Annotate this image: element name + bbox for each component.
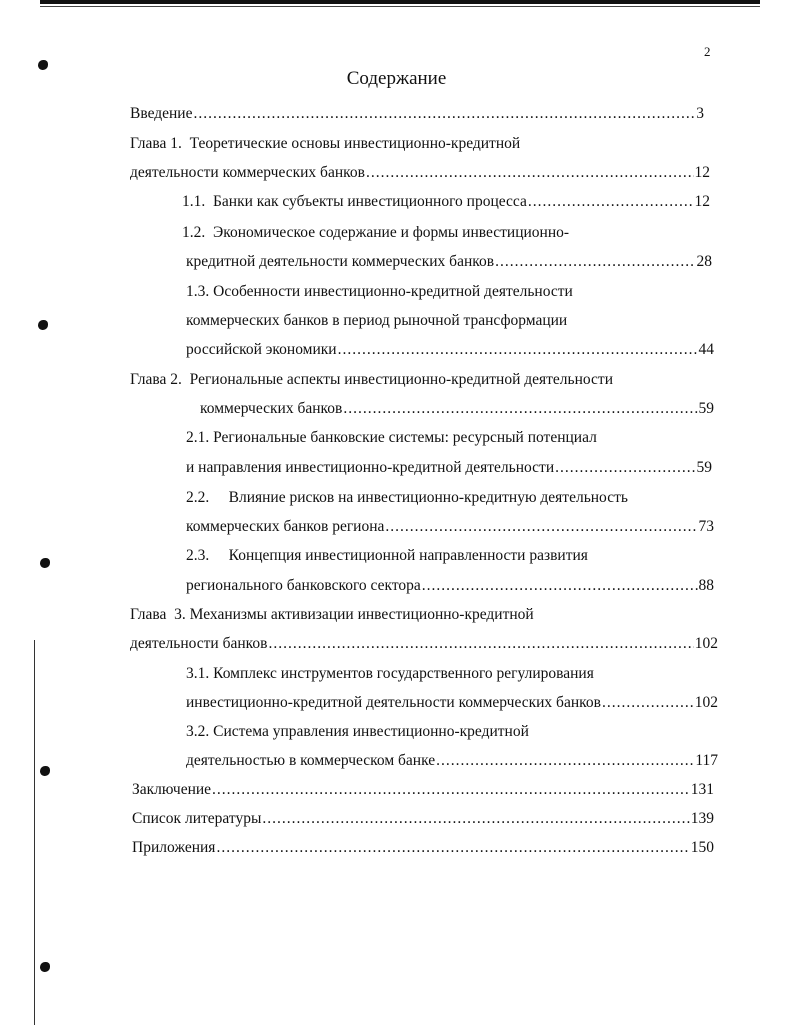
toc-page-number: 12 bbox=[694, 164, 710, 181]
toc-section-3-2-line1[interactable]: 3.2. Система управления инвестиционно-кредитной bbox=[186, 723, 529, 740]
toc-page-number: 88 bbox=[698, 577, 714, 594]
toc-entry-conclusion[interactable] bbox=[132, 780, 714, 800]
toc-chapter1-line1[interactable]: Глава 1. Теоретические основы инвестиционно-кредитной bbox=[130, 135, 521, 152]
toc-entry-section-2-3[interactable] bbox=[186, 576, 714, 596]
top-border bbox=[40, 0, 760, 4]
toc-page-number: 44 bbox=[698, 341, 714, 358]
toc-entry-text: российской экономики bbox=[186, 341, 337, 358]
toc-leader-dots bbox=[343, 399, 697, 419]
toc-entry-section-2-1[interactable] bbox=[186, 458, 712, 478]
toc-section-1-2-line1[interactable]: 1.2. Экономическое содержание и формы инвестиционно- bbox=[182, 224, 570, 241]
toc-entry-text: деятельности коммерческих банков bbox=[130, 164, 365, 181]
toc-page-number: 102 bbox=[694, 694, 718, 711]
left-margin-line bbox=[34, 640, 35, 1025]
toc-section-2-3-line1[interactable]: 2.3. Концепция инвестиционной направленности развития bbox=[186, 547, 588, 564]
toc-entry-section-3-2[interactable] bbox=[186, 751, 718, 771]
toc-entry-text: Заключение bbox=[132, 781, 212, 798]
toc-entry-chapter2[interactable] bbox=[200, 399, 714, 419]
toc-section-1-3-line1[interactable]: 1.3. Особенности инвестиционно-кредитной деятельности bbox=[186, 283, 573, 300]
punch-hole-mark bbox=[40, 962, 50, 972]
toc-page-number: 73 bbox=[698, 518, 714, 535]
toc-entry-references[interactable] bbox=[132, 809, 714, 829]
toc-page-number: 28 bbox=[696, 253, 712, 270]
page-title: Содержание bbox=[346, 68, 447, 89]
toc-leader-dots bbox=[528, 192, 694, 212]
toc-entry-text: коммерческих банков bbox=[200, 400, 343, 417]
toc-leader-dots bbox=[193, 104, 695, 124]
toc-entry-text: инвестиционно-кредитной деятельности коммерческих банков bbox=[186, 694, 601, 711]
toc-leader-dots bbox=[338, 340, 698, 360]
toc-entry-text: Приложения bbox=[132, 839, 216, 856]
punch-hole-mark bbox=[38, 320, 48, 330]
toc-leader-dots bbox=[366, 163, 694, 183]
toc-entry-section-2-2[interactable] bbox=[186, 517, 714, 537]
toc-entry-text: Введение bbox=[130, 105, 193, 122]
toc-leader-dots bbox=[212, 780, 690, 800]
toc-page-number: 12 bbox=[694, 193, 710, 210]
toc-entry-text: и направления инвестиционно-кредитной деятельности bbox=[186, 459, 555, 476]
toc-leader-dots bbox=[555, 458, 695, 478]
toc-entry-text: регионального банковского сектора bbox=[186, 577, 421, 594]
toc-page-number: 59 bbox=[696, 459, 712, 476]
toc-chapter2-line1[interactable]: Глава 2. Региональные аспекты инвестиционно-кредитной деятельности bbox=[130, 371, 613, 388]
toc-entry-intro[interactable] bbox=[130, 104, 704, 124]
toc-chapter3-line1[interactable]: Глава 3. Механизмы активизации инвестиционно-кредитной bbox=[130, 606, 534, 623]
toc-page-number: 59 bbox=[698, 400, 714, 417]
toc-entry-text: деятельности банков bbox=[130, 635, 268, 652]
toc-entry-section-1-3[interactable] bbox=[186, 340, 714, 360]
toc-section-1-3-line2[interactable]: коммерческих банков в период рыночной трансформации bbox=[186, 312, 568, 329]
toc-leader-dots bbox=[422, 576, 698, 596]
toc-leader-dots bbox=[262, 809, 689, 829]
toc-entry-chapter3[interactable] bbox=[130, 634, 718, 654]
toc-entry-section-3-1[interactable] bbox=[186, 693, 718, 713]
toc-entry-text: коммерческих банков региона bbox=[186, 518, 385, 535]
toc-section-2-1-line1[interactable]: 2.1. Региональные банковские системы: ресурсный потенциал bbox=[186, 429, 597, 446]
toc-entry-text: деятельностью в коммерческом банке bbox=[186, 752, 436, 769]
punch-hole-mark bbox=[40, 558, 50, 568]
toc-page-number: 131 bbox=[690, 781, 714, 798]
toc-entry-text: кредитной деятельности коммерческих банков bbox=[186, 253, 495, 270]
toc-entry-section-1-1[interactable] bbox=[182, 192, 710, 212]
toc-leader-dots bbox=[385, 517, 697, 537]
toc-leader-dots bbox=[495, 252, 695, 272]
toc-entry-chapter1[interactable] bbox=[130, 163, 710, 183]
toc-entry-text: 1.1. Банки как субъекты инвестиционного процесса bbox=[182, 193, 527, 210]
toc-leader-dots bbox=[602, 693, 694, 713]
toc-page-number: 3 bbox=[696, 105, 704, 122]
toc-page-number: 102 bbox=[694, 635, 718, 652]
toc-section-3-1-line1[interactable]: 3.1. Комплекс инструментов государственного регулирования bbox=[186, 665, 594, 682]
toc-leader-dots bbox=[216, 838, 689, 858]
toc-leader-dots bbox=[436, 751, 694, 771]
toc-entry-text: Список литературы bbox=[132, 810, 262, 827]
top-border-thin bbox=[40, 6, 760, 7]
toc-page-number: 117 bbox=[695, 752, 718, 769]
toc-leader-dots bbox=[268, 634, 693, 654]
toc-entry-appendix[interactable] bbox=[132, 838, 714, 858]
toc-page-number: 139 bbox=[690, 810, 714, 827]
toc-section-2-2-line1[interactable]: 2.2. Влияние рисков на инвестиционно-кредитную деятельность bbox=[186, 489, 628, 506]
punch-hole-mark bbox=[40, 766, 50, 776]
toc-entry-section-1-2[interactable] bbox=[186, 252, 712, 272]
toc-page-number: 150 bbox=[690, 839, 714, 856]
page-number: 2 bbox=[704, 44, 711, 59]
